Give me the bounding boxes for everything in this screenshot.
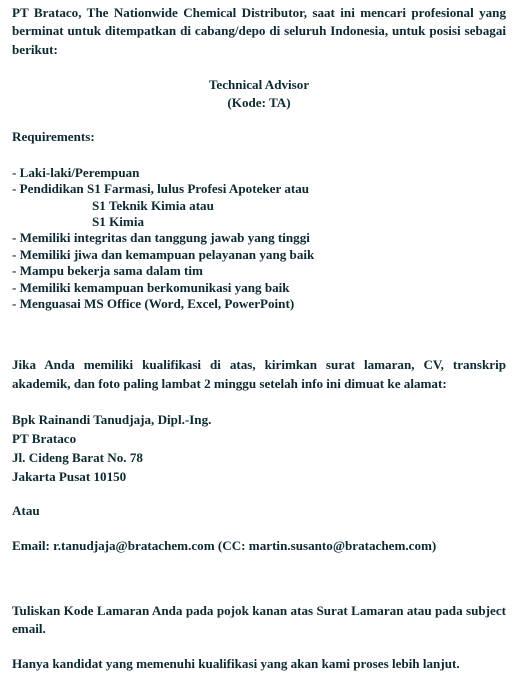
requirement-item: - Laki-laki/Perempuan bbox=[12, 164, 140, 180]
application-code-instruction: Tuliskan Kode Lamaran Anda pada pojok kanan atas Surat Lamaran atau pada subject email. bbox=[12, 603, 506, 637]
requirement-item: - Menguasai MS Office (Word, Excel, PowerPoint) bbox=[12, 295, 295, 311]
or-text: Atau bbox=[12, 503, 40, 519]
address-block bbox=[12, 411, 506, 487]
closing-note: Hanya kandidat yang memenuhi kualifikasi yang akan kami proses lebih lanjut. bbox=[12, 655, 460, 671]
address-line: Bpk Rainandi Tanudjaja, Dipl.-Ing. bbox=[12, 411, 212, 427]
position-title: Technical Advisor bbox=[208, 76, 310, 92]
address-line: Jakarta Pusat 10150 bbox=[12, 468, 127, 484]
requirement-item: - Pendidikan S1 Farmasi, lulus Profesi Apoteker atau bbox=[12, 181, 310, 197]
intro-paragraph: PT Brataco, The Nationwide Chemical Distributor, saat ini mencari profesional yang berminat untuk ditempatkan di cabang/depo di seluruh Indonesia, untuk posisi sebagai berikut: bbox=[12, 5, 506, 57]
requirements-list bbox=[12, 165, 506, 313]
application-instructions: Jika Anda memiliki kualifikasi di atas, kirimkan surat lamaran, CV, transkrip akademik, dan foto paling lambat 2 minggu setelah info ini dimuat ke alamat: bbox=[12, 357, 506, 391]
address-line: PT Brataco bbox=[12, 430, 77, 446]
requirement-item: S1 Teknik Kimia atau bbox=[92, 197, 214, 213]
requirement-item: - Memiliki kemampuan berkomunikasi yang baik bbox=[12, 279, 290, 295]
address-line: Jl. Cideng Barat No. 78 bbox=[12, 449, 143, 465]
requirement-item: S1 Kimia bbox=[92, 213, 145, 229]
email-line: Email: r.tanudjaja@bratachem.com (CC: martin.susanto@bratachem.com) bbox=[12, 537, 437, 553]
requirement-item: - Mampu bekerja sama dalam tim bbox=[12, 263, 203, 279]
job-posting bbox=[12, 4, 506, 673]
requirements-heading: Requirements: bbox=[12, 129, 95, 145]
requirement-item: - Memiliki jiwa dan kemampuan pelayanan yang baik bbox=[12, 246, 315, 262]
position-code: (Kode: TA) bbox=[227, 95, 291, 111]
position-header bbox=[12, 76, 506, 113]
requirement-item: - Memiliki integritas dan tanggung jawab yang tinggi bbox=[12, 230, 310, 246]
